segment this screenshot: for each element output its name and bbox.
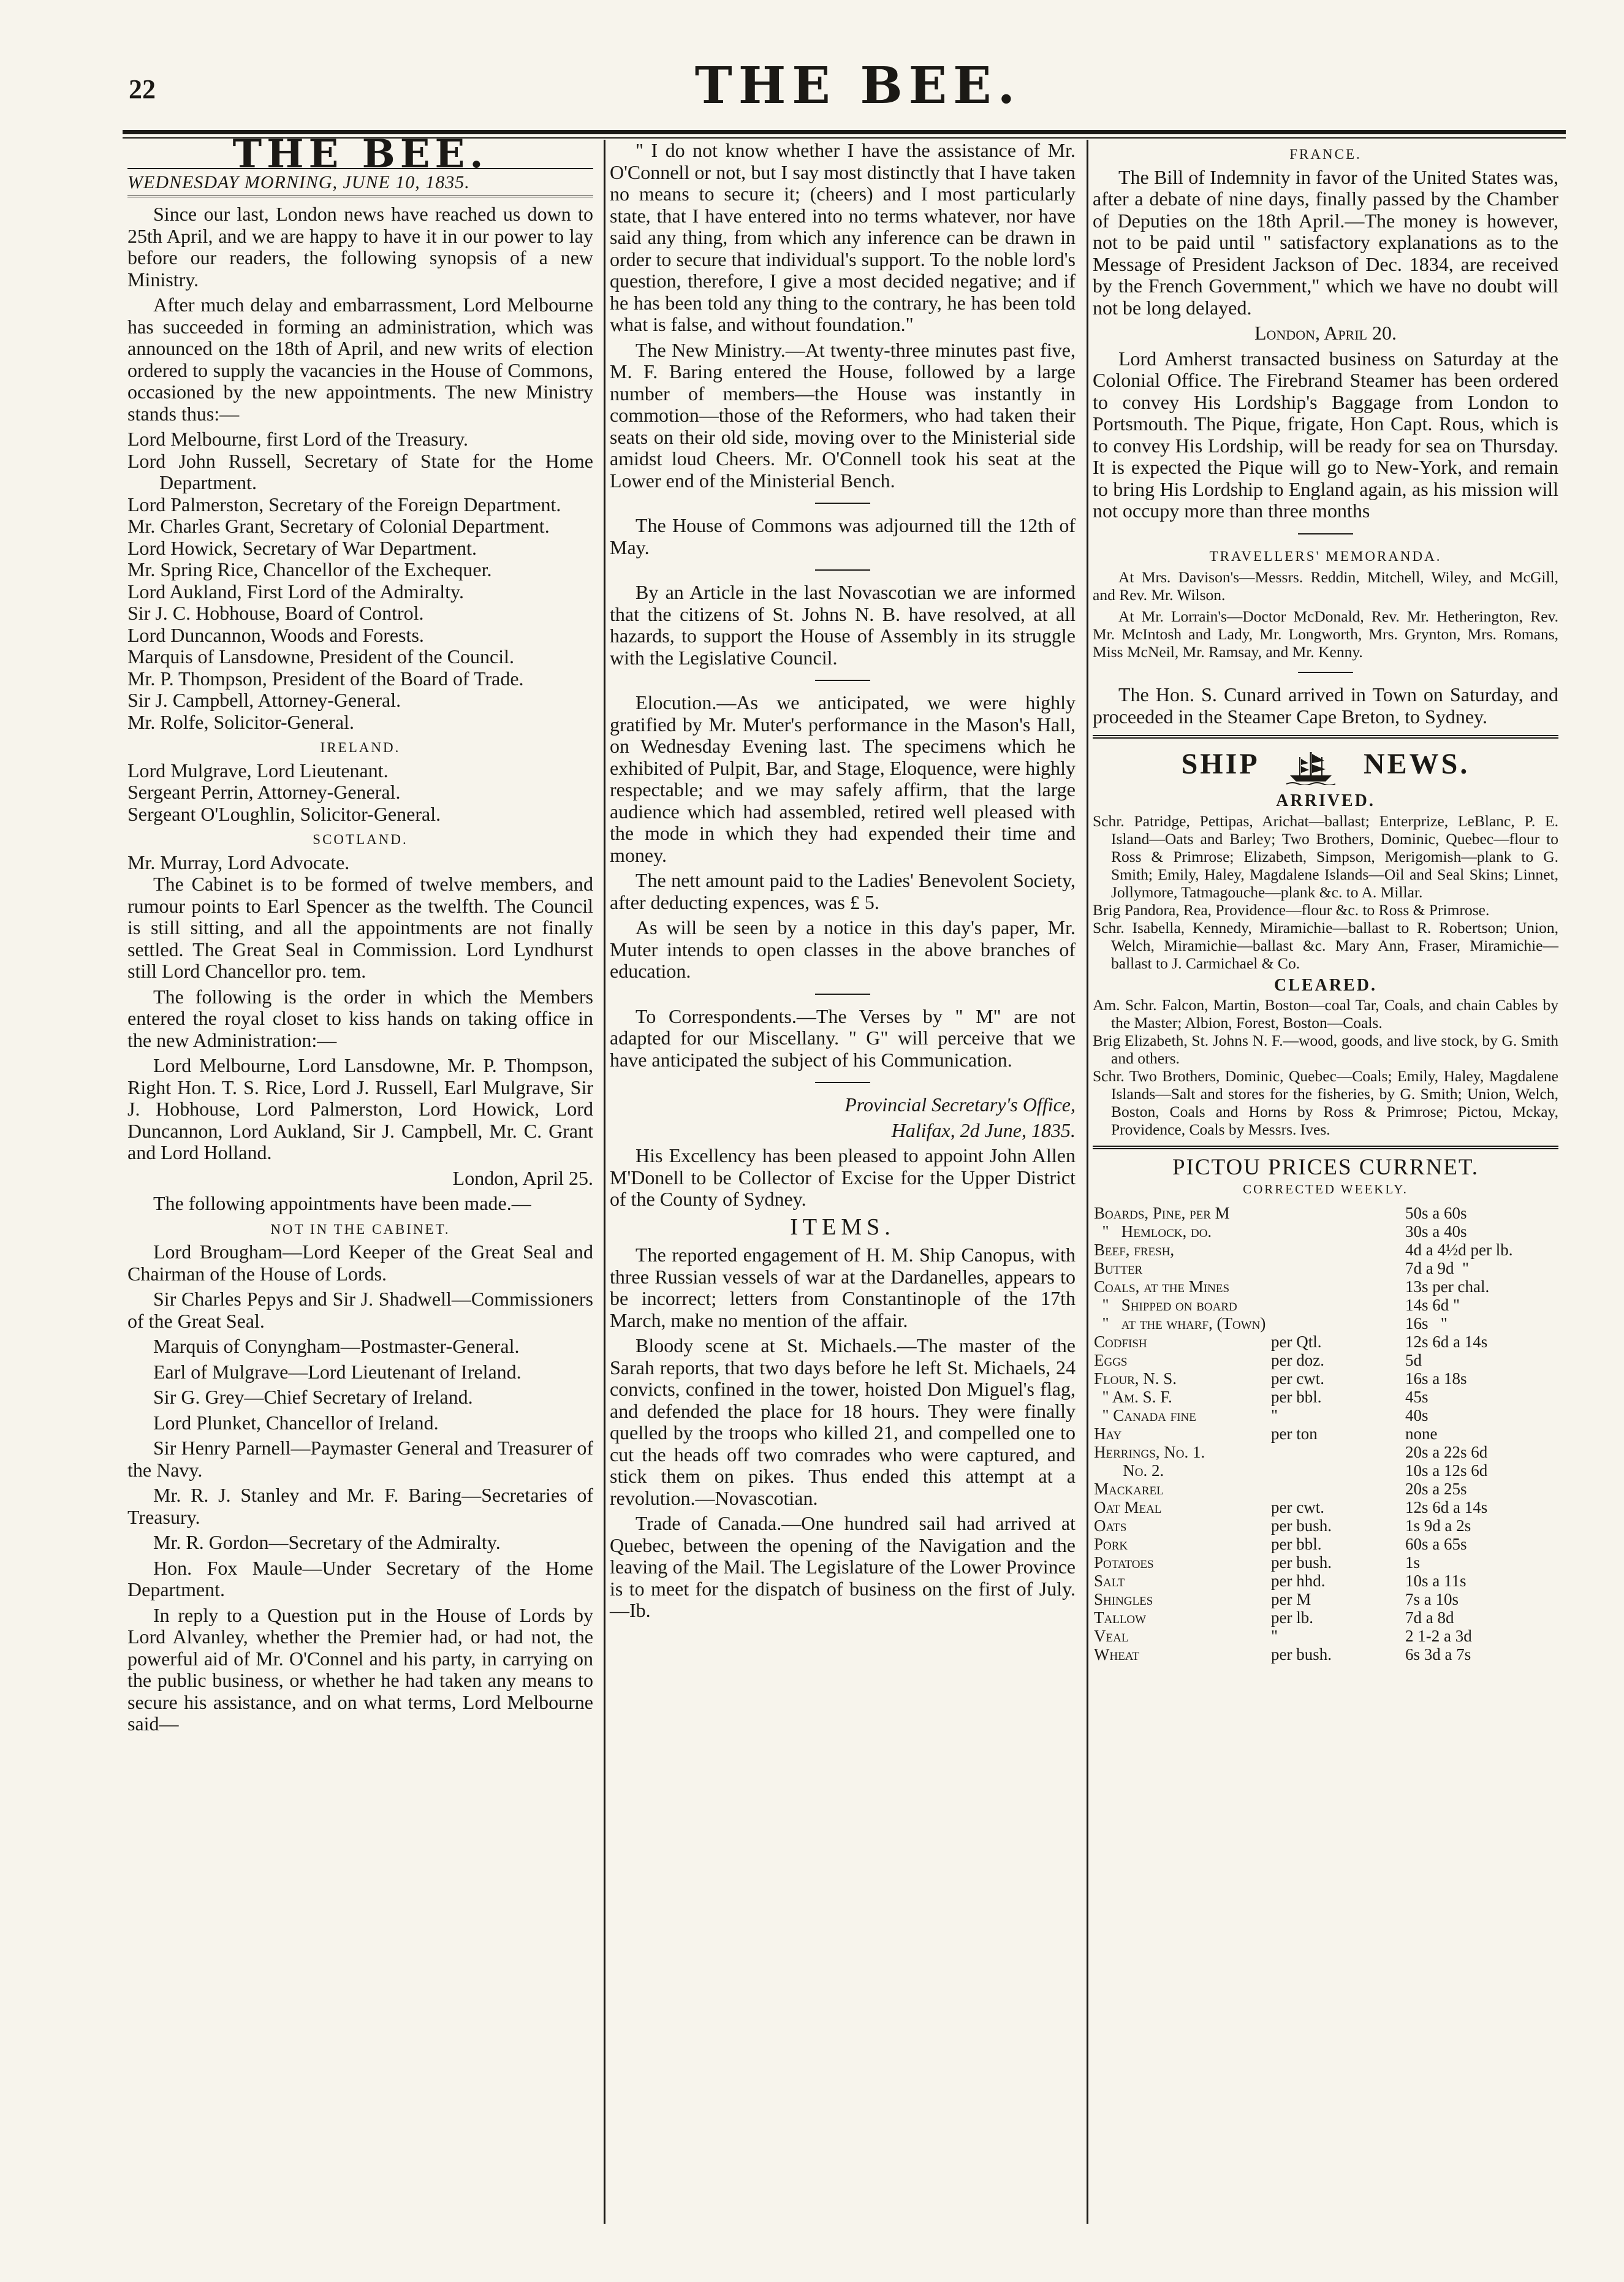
price-price: 30s a 40s: [1405, 1222, 1467, 1241]
price-price: 1s: [1405, 1553, 1421, 1572]
paragraph: The New Ministry.—At twenty-three minutes past five, M. F. Baring entered the House, followed by a large number of members—the House was instantly in commotion—those of the Reformers, who had taken their seats on their old side, moving over to the Ministerial side amidst loud Cheers. Mr. O'Connell took his seat at the Lower end of the Ministerial Bench.: [610, 338, 1076, 492]
price-unit: per bush.: [1271, 1645, 1332, 1664]
price-price: 50s a 60s: [1405, 1204, 1467, 1222]
section-heading: FRANCE.: [1289, 146, 1362, 162]
dateline-london: London, April 20.: [1254, 322, 1397, 344]
paragraph: The Hon. S. Cunard arrived in Town on Saturday, and proceeded in the Steamer Cape Breton, to Sydney.: [1093, 683, 1558, 728]
price-item: " at the wharf, (Town): [1094, 1314, 1266, 1333]
price-item: Tallow: [1094, 1608, 1147, 1627]
price-item: No. 2.: [1094, 1461, 1164, 1480]
paragraph: Since our last, London news have reached us down to 25th April, and we are happy to have it in our power to lay before our readers, the following synopsis of a new Ministry.: [127, 203, 593, 291]
table-row: [1093, 1351, 1558, 1369]
price-item: " Canada fine: [1094, 1406, 1196, 1424]
paragraph: By an Article in the last Novascotian we are informed that the citizens of St. Johns N. B. have resolved, at all hazards, to support the House of Assembly in its struggle with the Legislative Council.: [610, 581, 1076, 669]
column-2: [610, 140, 1076, 1626]
list-item: Sergeant Perrin, Attorney-General.: [127, 781, 401, 803]
table-row: [1093, 1590, 1558, 1608]
paragraph: The following appointments have been made.—: [153, 1192, 531, 1214]
list-item: Schr. Isabella, Kennedy, Miramichie—ballast to R. Robertson; Union, Welch, Miramichie—ballast &c. Mary Ann, Fraser, Miramichie—ballast to J. Carmichael & Co.: [1093, 918, 1558, 972]
price-unit: [1270, 1314, 1404, 1333]
table-row: [1093, 1259, 1558, 1277]
price-item: Coals, at the Mines: [1094, 1277, 1230, 1296]
price-unit: ": [1271, 1627, 1278, 1645]
table-row: [1093, 1535, 1558, 1553]
list-item: Schr. Patridge, Pettipas, Arichat—ballast; Enterprize, LeBlanc, P. E. Island—Oats and Barley; Two Brothers, Dominic, Quebec—flour to Ross & Primrose; Elizabeth, Simpson, Merigomish—plank to G. Smith; Emily, Haley, Magdalene Islands—Oil and Seal Skins; Linnet, Jollymore, Tatmagouche—plank &c. to A. Millar.: [1093, 812, 1558, 901]
price-price: 10s a 11s: [1405, 1572, 1467, 1590]
price-unit: per bbl.: [1271, 1535, 1322, 1553]
price-unit: [1270, 1204, 1404, 1222]
price-unit: [1270, 1277, 1404, 1296]
list-item: Sir J. Campbell, Attorney-General.: [127, 689, 401, 711]
table-row: [1093, 1296, 1558, 1314]
section-heading: CLEARED.: [1274, 975, 1377, 995]
table-row: [1093, 1314, 1558, 1333]
table-row: [1093, 1608, 1558, 1627]
table-row: [1093, 1333, 1558, 1351]
list-item: Mr. Rolfe, Solicitor-General.: [127, 710, 354, 733]
column-3: [1093, 140, 1558, 1664]
list-item: Mr. Murray, Lord Advocate.: [127, 851, 350, 873]
price-price: 13s per chal.: [1405, 1277, 1490, 1296]
price-price: 14s 6d ": [1405, 1296, 1460, 1314]
paragraph: His Excellency has been pleased to appoint John Allen M'Donell to be Collector of Excise for the Upper District of the County of Sydney.: [610, 1144, 1076, 1210]
office-line: Provincial Secretary's Office,: [844, 1093, 1076, 1116]
list-item: Mr. R. Gordon—Secretary of the Admiralty.: [153, 1531, 501, 1553]
price-item: Oats: [1094, 1516, 1127, 1535]
table-row: [1093, 1498, 1558, 1516]
column-1: [127, 131, 593, 1739]
paragraph: At Mrs. Davison's—Messrs. Reddin, Mitchell, Wiley, and McGill, and Rev. Mr. Wilson.: [1093, 568, 1558, 604]
price-unit: [1270, 1222, 1404, 1241]
price-item: Flour, N. S.: [1094, 1369, 1177, 1388]
list-item: Marquis of Conyngham—Postmaster-General.: [153, 1335, 520, 1357]
table-row: [1093, 1204, 1558, 1222]
price-unit: [1270, 1480, 1404, 1498]
price-item: Codfish: [1094, 1333, 1147, 1351]
list-item: Mr. R. J. Stanley and Mr. F. Baring—Secretaries of Treasury.: [127, 1484, 593, 1528]
price-item: Boards, Pine, per M: [1094, 1204, 1230, 1222]
table-row: [1093, 1388, 1558, 1406]
list-item: Lord John Russell, Secretary of State for the Home Department.: [127, 449, 593, 493]
price-unit: per cwt.: [1271, 1498, 1324, 1516]
paragraph: Trade of Canada.—One hundred sail had arrived at Quebec, between the opening of the Navigation and the leaving of the Mail. The Legislature of the Lower Province is to meet for the dispatch of business on the first of July.—Ib.: [610, 1512, 1076, 1621]
paragraph: To Correspondents.—The Verses by " M" are not adapted for our Miscellany. " G" will perceive that we have anticipated the subject of his Communication.: [610, 1005, 1076, 1071]
table-row: [1093, 1572, 1558, 1590]
price-item: Pork: [1094, 1535, 1128, 1553]
price-item: Beef, fresh,: [1094, 1241, 1175, 1259]
table-row: [1093, 1553, 1558, 1572]
paragraph: The Cabinet is to be formed of twelve members, and rumour points to Earl Spencer as the twelfth. The Council is still sitting, and all the appointments are not finally settled. The Great Seal in Commission. Lord Lyndhurst still Lord Chancellor pro. tem.: [127, 873, 593, 982]
divider: [815, 994, 870, 995]
paragraph: In reply to a Question put in the House of Lords by Lord Alvanley, whether the Premier had, or had not, the powerful aid of Mr. O'Connel and his party, in carrying on the public business, or whether he had taken any means to secure his assistance, and on what terms, Lord Melbourne said—: [127, 1603, 593, 1735]
page-number: 22: [129, 74, 156, 104]
price-price: 7d a 9d ": [1405, 1259, 1470, 1277]
paragraph: The reported engagement of H. M. Ship Canopus, with three Russian vessels of war at the Dardanelles, appears to be incorrect; letters from Constantinople of the 17th March, make no mention of the affair.: [610, 1244, 1076, 1331]
price-item: Shingles: [1094, 1590, 1153, 1608]
price-unit: [1270, 1259, 1404, 1277]
price-unit: per ton: [1271, 1424, 1318, 1443]
table-row: [1093, 1516, 1558, 1535]
section-heading: TRAVELLERS' MEMORANDA.: [1209, 548, 1442, 564]
newspaper-title: THE BEE.: [694, 56, 1022, 115]
section-heading: SCOTLAND.: [313, 832, 408, 847]
table-row: [1093, 1222, 1558, 1241]
price-price: 16s a 18s: [1405, 1369, 1467, 1388]
list-item: Lord Aukland, First Lord of the Admiralty.: [127, 580, 464, 603]
list-item: Sir Henry Parnell—Paymaster General and Treasurer of the Navy.: [127, 1437, 593, 1481]
price-item: " Hemlock, do.: [1094, 1222, 1212, 1241]
list-item: Mr. P. Thompson, President of the Board of Trade.: [127, 667, 524, 690]
price-item: Hay: [1094, 1424, 1122, 1443]
paragraph: Bloody scene at St. Michaels.—The master of the Sarah reports, that two days before he left St. Michaels, 24 convicts, confined in the tower, hoisted Don Miguel's flag, and defended the place for 18 hours. They were finally quelled by the troops who killed 21, and compelled one to cut the heads off two comrades who were captured, and stick them on pikes. Thus ended this attempt at a revolution.—Novascotian.: [610, 1334, 1076, 1509]
prices-title: PICTOU PRICES CURRNET.: [1172, 1155, 1479, 1180]
table-row: [1093, 1241, 1558, 1259]
price-unit: per M: [1271, 1590, 1311, 1608]
price-unit: per hhd.: [1271, 1572, 1326, 1590]
paragraph: " I do not know whether I have the assistance of Mr. O'Connell or not, but I say most distinctly that I have taken no means to secure it; (cheers) and I most particularly state, that I have entered into no terms whatever, nor have said any thing, from which any inference can be drawn in order to secure that individual's support. To the noble lord's question, therefore, I give a most decided negative; and if he has been told any thing to the contrary, he has been told what is false, and without foundation.": [610, 139, 1076, 335]
list-item: Lord Brougham—Lord Keeper of the Great Seal and Chairman of the House of Lords.: [127, 1241, 593, 1285]
divider: [1298, 533, 1353, 534]
price-item: Salt: [1094, 1572, 1125, 1590]
divider: [815, 1082, 870, 1083]
table-row: [1093, 1645, 1558, 1664]
price-unit: ": [1271, 1406, 1278, 1424]
dateline-london: London, April 25.: [452, 1166, 593, 1189]
table-row: [1093, 1480, 1558, 1498]
divider: [1298, 672, 1353, 673]
list-item: Sir Charles Pepys and Sir J. Shadwell—Commissioners of the Great Seal.: [127, 1288, 593, 1332]
column-divider-1: [604, 140, 605, 2224]
price-price: 7d a 8d: [1405, 1608, 1454, 1627]
section-heading: ARRIVED.: [1276, 791, 1375, 810]
list-item: Lord Howick, Secretary of War Department.: [127, 536, 477, 559]
dateline: WEDNESDAY MORNING, JUNE 10, 1835.: [127, 168, 593, 198]
paragraph: The Bill of Indemnity in favor of the United States was, after a debate of nine days, finally passed by the Chamber of Deputies on the 18th April.—The money is however, not to be paid until " satisfactory explanations as to the Message of President Jackson of Dec. 1834, are received by the French Government," which we have no doubt will not be long delayed.: [1093, 165, 1558, 319]
table-row: [1093, 1369, 1558, 1388]
price-item: Eggs: [1094, 1351, 1128, 1369]
table-row: [1093, 1461, 1558, 1480]
list-item: Sir J. C. Hobhouse, Board of Control.: [127, 602, 424, 624]
list-item: Lord Plunket, Chancellor of Ireland.: [153, 1411, 439, 1434]
prices-table: [1093, 1204, 1558, 1664]
table-row: [1093, 1627, 1558, 1645]
price-item: Wheat: [1094, 1645, 1140, 1664]
paragraph: The following is the order in which the Members entered the royal closet to kiss hands on taking office in the new Administration:—: [127, 985, 593, 1051]
table-row: [1093, 1277, 1558, 1296]
section-heading: NOT IN THE CABINET.: [270, 1221, 450, 1237]
list-item: Schr. Two Brothers, Dominic, Quebec—Coals; Emily, Haley, Magdalene Islands—Salt and stores for the fisheries, by G. Smith; Union, Welch, Boston, Coals and Horns by Ross & Primrose; Pictou, Mckay, Providence, Coals by Messrs. Ives.: [1093, 1067, 1558, 1138]
price-price: 2 1-2 a 3d: [1405, 1627, 1472, 1645]
price-item: Herrings, No. 1.: [1094, 1443, 1205, 1461]
list-item: Mr. Charles Grant, Secretary of Colonial Department.: [127, 515, 550, 537]
office-line: Halifax, 2d June, 1835.: [891, 1119, 1076, 1141]
divider: [1093, 1146, 1558, 1149]
paragraph: As will be seen by a notice in this day's paper, Mr. Muter intends to open classes in the above branches of education.: [610, 916, 1076, 982]
table-row: [1093, 1424, 1558, 1443]
price-price: 45s: [1405, 1388, 1429, 1406]
price-unit: [1270, 1443, 1404, 1461]
price-item: Oat Meal: [1094, 1498, 1162, 1516]
price-unit: per cwt.: [1271, 1369, 1324, 1388]
paragraph: At Mr. Lorrain's—Doctor McDonald, Rev. Mr. Hetherington, Rev. Mr. McIntosh and Lady, Mr. Longworth, Mrs. Grynton, Mrs. Romans, Miss McNeil, Mr. Ramsay, and Mr. Kenny.: [1093, 607, 1558, 661]
paragraph: Lord Melbourne, Lord Lansdowne, Mr. P. Thompson, Right Hon. T. S. Rice, Lord J. Russell, Earl Mulgrave, Sir J. Hobhouse, Lord Palmerston, Lord Howick, Lord Duncannon, Lord Aukland, Sir J. Campbell, Mr. C. Grant and Lord Holland.: [127, 1054, 593, 1163]
paragraph: The nett amount paid to the Ladies' Benevolent Society, after deducting expences, was £ 5.: [610, 869, 1076, 913]
price-unit: per bush.: [1271, 1553, 1332, 1572]
divider: [815, 569, 870, 571]
price-price: 40s: [1405, 1406, 1429, 1424]
paragraph: Lord Amherst transacted business on Saturday at the Colonial Office. The Firebrand Steamer has been ordered to convey His Lordship's Baggage from London to Portsmouth. The Pique, frigate, Hon Capt. Rous, which is to convey His Lordship, will be ready for sea on Thursday. It is expected the Pique will go to New-York, and remain to bring His Lordship to England again, as his mission will not occupy more than three months: [1093, 347, 1558, 522]
price-price: 10s a 12s 6d: [1405, 1461, 1488, 1480]
list-item: Brig Elizabeth, St. Johns N. F.—wood, goods, and live stock, by G. Smith and others.: [1093, 1032, 1558, 1067]
price-unit: per lb.: [1271, 1608, 1313, 1627]
price-unit: [1270, 1296, 1404, 1314]
table-row: [1093, 1406, 1558, 1424]
price-price: 20s a 25s: [1405, 1480, 1467, 1498]
price-price: 16s ": [1405, 1314, 1448, 1333]
list-item: Lord Mulgrave, Lord Lieutenant.: [127, 759, 389, 782]
table-row: [1093, 1443, 1558, 1461]
price-price: 60s a 65s: [1405, 1535, 1467, 1553]
price-item: Mackarel: [1094, 1480, 1164, 1498]
price-item: Butter: [1094, 1259, 1143, 1277]
price-item: Veal: [1094, 1627, 1129, 1645]
section-heading: IRELAND.: [320, 740, 401, 755]
price-price: 5d: [1405, 1351, 1422, 1369]
price-price: 7s a 10s: [1405, 1590, 1459, 1608]
divider: [815, 503, 870, 504]
list-item: Lord Melbourne, first Lord of the Treasury.: [127, 428, 469, 450]
ship-icon: [1286, 748, 1335, 785]
price-item: " Shipped on board: [1094, 1296, 1237, 1314]
price-price: 20s a 22s 6d: [1405, 1443, 1488, 1461]
paragraph: The House of Commons was adjourned till the 12th of May.: [610, 514, 1076, 558]
list-item: Marquis of Lansdowne, President of the Council.: [127, 645, 514, 667]
price-unit: per Qtl.: [1271, 1333, 1322, 1351]
price-item: Potatoes: [1094, 1553, 1154, 1572]
price-price: 12s 6d a 14s: [1405, 1333, 1488, 1351]
price-unit: per bbl.: [1271, 1388, 1322, 1406]
price-unit: per doz.: [1271, 1351, 1324, 1369]
prices-subtitle: CORRECTED WEEKLY.: [1243, 1181, 1408, 1196]
list-item: Brig Pandora, Rea, Providence—flour &c. to Ross & Primrose.: [1093, 900, 1490, 919]
paragraph: After much delay and embarrassment, Lord Melbourne has succeeded in forming an administration, which was announced on the 18th of April, and new writs of election ordered to supply the vacancies in the House of Commons, occasioned by the new appointments. The new Ministry stands thus:—: [127, 294, 593, 425]
section-heading: ITEMS.: [790, 1214, 895, 1240]
price-price: 12s 6d a 14s: [1405, 1498, 1488, 1516]
paragraph: Elocution.—As we anticipated, we were highly gratified by Mr. Muter's performance in the Mason's Hall, on Wednesday Evening last. The specimens which he exhibited of Pulpit, Bar, and Stage, Eloquence, were highly respectable; and we may safely affirm, that the large audience which had assembled, retired well pleased with the mode in which they had expended their time and money.: [610, 691, 1076, 866]
list-item: Sir G. Grey—Chief Secretary of Ireland.: [153, 1386, 473, 1408]
ship-news-right: NEWS.: [1364, 748, 1470, 781]
price-unit: [1270, 1461, 1404, 1480]
list-item: Am. Schr. Falcon, Martin, Boston—coal Tar, Coals, and chain Cables by the Master; Albion, Forest, Boston—Coals.: [1093, 996, 1558, 1032]
ministry-list: [127, 428, 593, 733]
column-divider-2: [1087, 140, 1088, 2224]
price-unit: per bush.: [1271, 1516, 1332, 1535]
list-item: Lord Palmerston, Secretary of the Foreign Department.: [127, 493, 561, 515]
list-item: Sergeant O'Loughlin, Solicitor-General.: [127, 802, 441, 825]
list-item: Earl of Mulgrave—Lord Lieutenant of Ireland.: [153, 1360, 522, 1383]
price-price: 6s 3d a 7s: [1405, 1645, 1471, 1664]
divider: [815, 680, 870, 681]
masthead: THE BEE.: [232, 131, 488, 177]
price-unit: [1270, 1241, 1404, 1259]
list-item: Mr. Spring Rice, Chancellor of the Exchequer.: [127, 558, 492, 580]
list-item: Lord Duncannon, Woods and Forests.: [127, 623, 424, 646]
price-price: 4d a 4½d per lb.: [1405, 1241, 1513, 1259]
list-item: Hon. Fox Maule—Under Secretary of the Home Department.: [127, 1556, 593, 1600]
ship-news-left: SHIP: [1181, 748, 1258, 781]
ship-news-heading: [1093, 748, 1558, 785]
price-price: 1s 9d a 2s: [1405, 1516, 1471, 1535]
price-price: none: [1405, 1424, 1438, 1443]
divider: [1093, 735, 1558, 739]
price-item: " Am. S. F.: [1094, 1388, 1172, 1406]
